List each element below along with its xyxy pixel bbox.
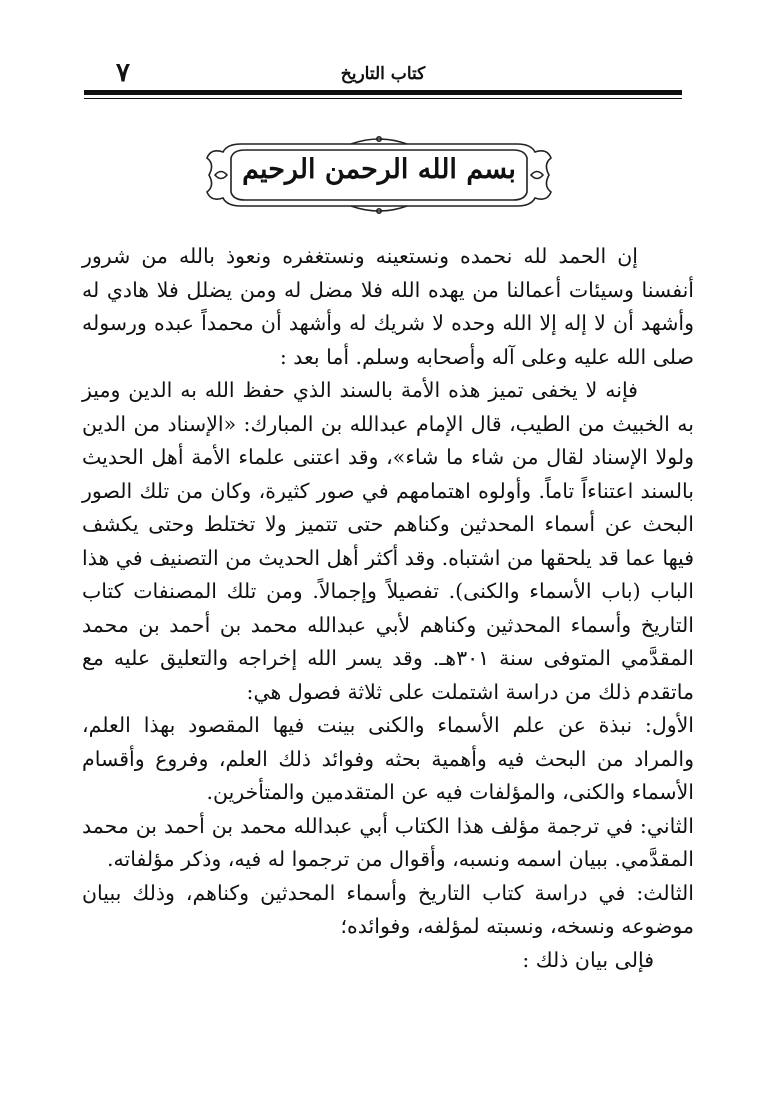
body-text [82,240,694,977]
section-text: في ترجمة مؤلف هذا الكتاب أبي عبدالله محمد بن أحمد بن محمد المقدَّمي. ببيان اسمه ونسبه، وأقوال من ترجموا له فيه، وذكر مؤلفاته. [82,813,694,871]
closing-line: فإلى بيان ذلك : [522,947,654,972]
section-text: في دراسة كتاب التاريخ وأسماء المحدثين وكناهم، وذلك ببيان موضوعه ونسخه، ونسبته لمؤلفه، وفوائده؛ [82,880,694,938]
section-item [82,810,694,877]
header-rule-thin [84,98,682,99]
header-rule-thick [84,90,682,95]
basmala-ornament [201,134,557,216]
running-title: كتاب التاريخ [340,64,426,84]
page-header [84,52,682,102]
section-label: الثالث: [636,880,694,905]
page-number: ٧ [116,58,130,88]
intro-paragraph: إن الحمد لله نحمده ونستعينه ونستغفره ونعوذ بالله من شرور أنفسنا وسيئات أعمالنا من يهده الله فلا مضل له ومن يضلل فلا هادي له وأشهد أن لا إله إلا الله وحده لا شريك له وأشهد أن محمداً عبده ورسوله صلى الله عليه وعلى آله وأصحابه وسلم. أما بعد : [82,244,694,369]
section-text: نبذة عن علم الأسماء والكنى بينت فيها المقصود بهذا العلم، والمراد من البحث فيه وأهمية بحثه وفوائد ذلك العلم، وفروع وأقسام الأسماء والكنى، والمؤلفات فيه عن المتقدمين والمتأخرين. [82,713,694,804]
basmala-text: بسم الله الرحمن الرحيم [242,154,516,185]
section-item [82,877,694,944]
main-paragraph: فإنه لا يخفى تميز هذه الأمة بالسند الذي حفظ الله به الدين وميز به الخبيث من الطيب، قال الإمام عبدالله بن المبارك: «الإسناد من الدين ولولا الإسناد لقال من شاء ما شاء»، وقد اعتنى علماء الأمة أهل الحديث بالسند اعتناءاً تاماً. وأولوه اهتمامهم في صور كثيرة، وكان من تلك الصور البحث عن أسماء المحدثين وكناهم حتى تتميز ولا تختلط وحتى يكشف فيها عما قد يلحقها من اشتباه. وقد أكثر أهل الحديث من التصنيف في هذا الباب (باب الأسماء والكنى). تفصيلاً وإجمالاً. ومن تلك المصنفات كتاب التاريخ وأسماء المحدثين وكناهم لأبي عبدالله محمد بن أحمد بن محمد المقدَّمي المتوفى سنة ٣٠١هـ. وقد يسر الله إخراجه والتعليق عليه مع ماتقدم ذلك من دراسة اشتملت على ثلاثة فصول هي: [82,378,694,704]
section-item [82,709,694,810]
section-label: الثاني: [639,813,694,838]
section-label: الأول: [644,713,694,737]
